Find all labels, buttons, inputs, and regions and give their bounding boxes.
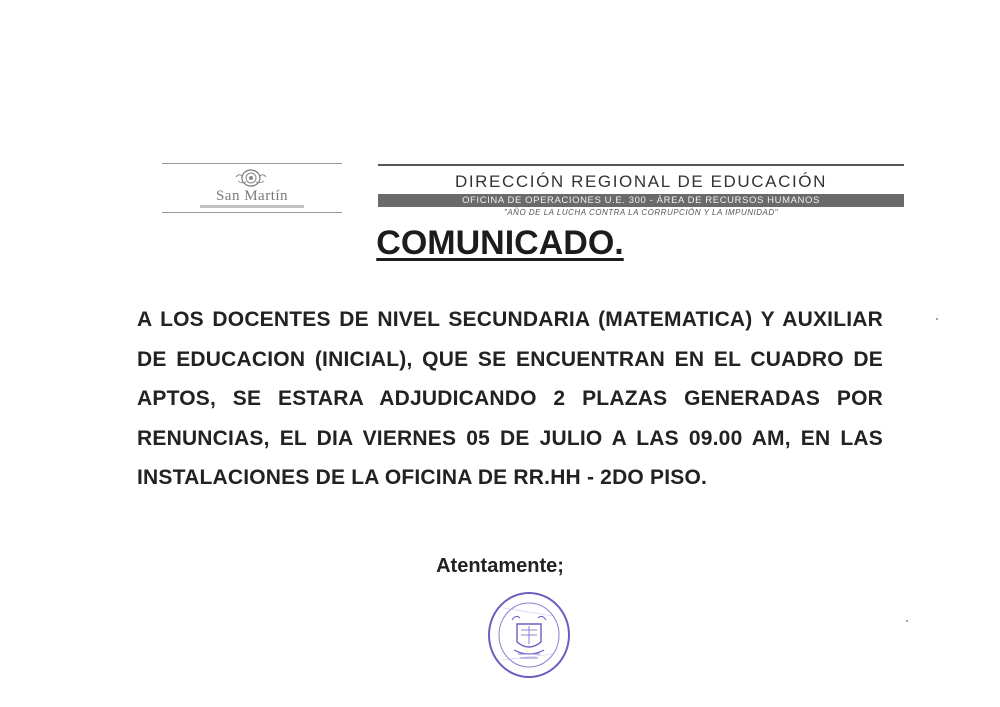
announcement-body: A LOS DOCENTES DE NIVEL SECUNDARIA (MATEMATICA) Y AUXILIAR DE EDUCACION (INICIAL), QUE SE ENCUENTRAN EN EL CUADRO DE APTOS, SE ESTARA ADJUDICANDO 2 PLAZAS GENERADAS POR RENUNCIAS, EL DIA VIERNES 05 DE JULIO A LAS 09.00 AM, EN LAS INSTALACIONES DE LA OFICINA DE RR.HH - 2DO PISO.	[137, 308, 883, 489]
year-motto: "AÑO DE LA LUCHA CONTRA LA CORRUPCIÓN Y LA IMPUNIDAD"	[503, 208, 778, 217]
official-seal-icon	[484, 590, 574, 680]
direction-title: DIRECCIÓN REGIONAL DE EDUCACIÓN	[454, 172, 827, 191]
document-title: COMUNICADO.	[376, 224, 624, 262]
closing-salutation: Atentamente;	[436, 555, 564, 577]
institution-logo	[162, 160, 342, 216]
crest-emblem-icon	[233, 168, 269, 188]
logo-top-rule	[162, 163, 342, 164]
direction-header	[378, 164, 904, 220]
scan-speck	[906, 620, 908, 622]
office-name: OFICINA DE OPERACIONES U.E. 300 - ÁREA DE RECURSOS HUMANOS	[462, 195, 820, 206]
direction-top-rule	[378, 164, 904, 166]
logo-subtitle-band	[200, 205, 304, 208]
office-banner	[378, 194, 904, 207]
logo-bottom-rule	[162, 212, 342, 213]
scan-speck	[936, 318, 938, 320]
logo-name: San Martín	[215, 188, 289, 204]
